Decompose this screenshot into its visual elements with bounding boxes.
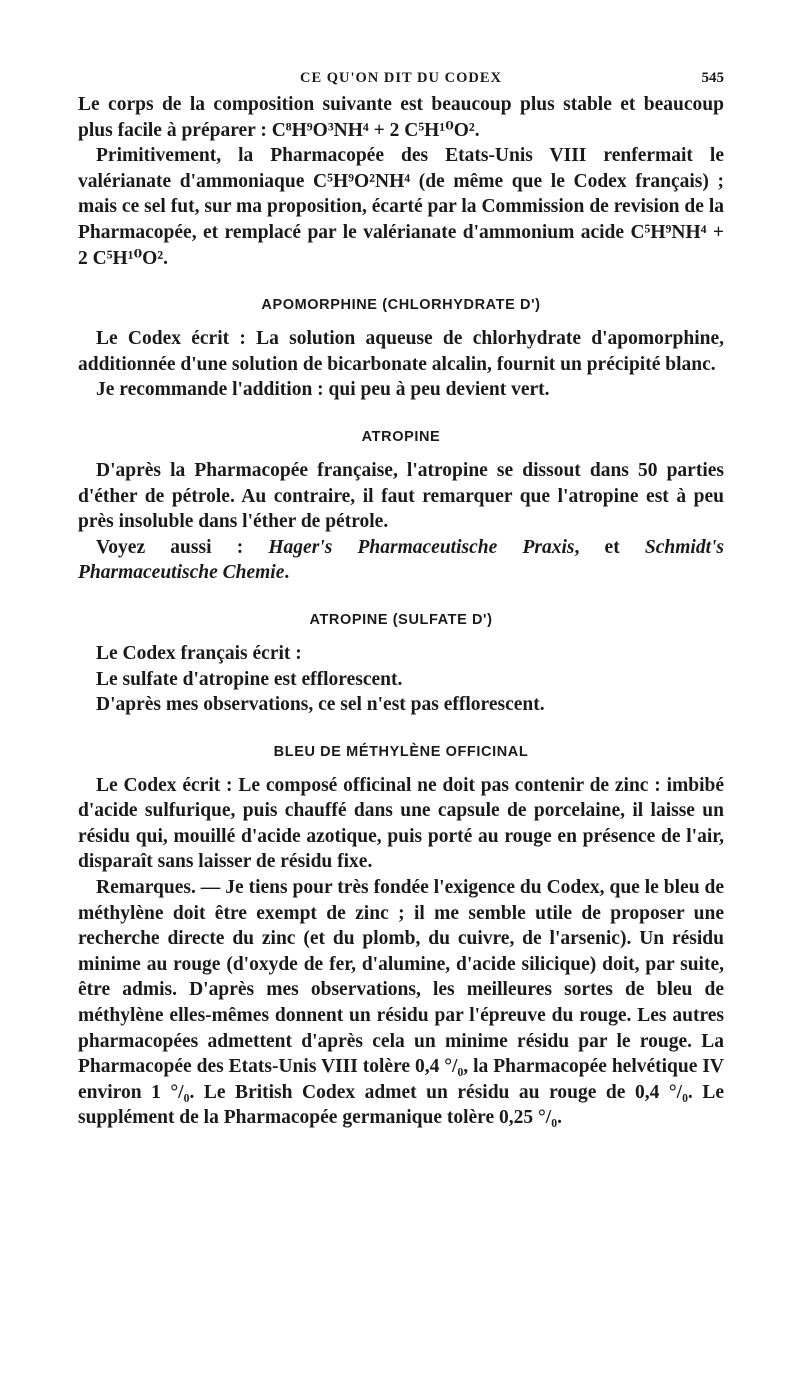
- methylene-blue-remarks: Remarques. — Je tiens pour très fondée l'exigence du Codex, que le bleu de méthylène doit être exempt de zinc ; il me semble utile de proposer une recherche directe du zinc (et du plomb, du cuivre, de l'arsenic). Un résidu minime au rouge (d'oxyde de fer, d'alumine, d'acide silicique) doit, par suite, être admis. D'après mes observations, les meilleures sortes de bleu de méthylène elles-mêmes donnent un résidu par l'épreuve du rouge. Les autres pharmacopées admettent d'après cela un minime résidu par le rouge. La Pharmacopée des Etats-Unis VIII tolère 0,4 °/₀, la Pharmacopée helvétique IV environ 1 °/₀. Le British Codex admet un résidu au rouge de 0,4 °/₀. Le supplément de la Pharmacopée germanique tolère 0,25 °/₀.: [78, 877, 724, 1129]
- document-page: [78, 62, 724, 1131]
- reference-hager: Hager's Pharmaceutische Praxis: [268, 536, 575, 558]
- see-also-prefix: Voyez aussi :: [96, 536, 269, 558]
- see-also-suffix: .: [284, 562, 290, 584]
- running-title: CE QU'ON DIT DU CODEX: [299, 70, 502, 86]
- see-also-separator: , et: [574, 536, 645, 558]
- section-heading-atropine: ATROPINE: [361, 428, 441, 445]
- running-header: [78, 62, 724, 90]
- atropine-sulfate-paragraph-2: Le sulfate d'atropine est efflorescent.: [96, 668, 403, 690]
- apomorphine-paragraph-1: Le Codex écrit : La solution aqueuse de chlorhydrate d'apomorphine, additionnée d'une solution de bicarbonate alcalin, fournit un précipité blanc.: [78, 328, 724, 375]
- methylene-blue-paragraph-1: Le Codex écrit : Le composé officinal ne doit pas contenir de zinc : imbibé d'acide sulfurique, puis chauffé dans une capsule de porcelaine, il laisse un résidu qui, mouillé d'acide azotique, puis porté au rouge en présence de l'air, disparaît sans laisser de résidu fixe.: [78, 774, 724, 873]
- intro-paragraph-1: Le corps de la composition suivante est beaucoup plus stable et beaucoup plus facile à préparer : C⁸H⁹O³NH⁴ + 2 C⁵H¹⁰O².: [78, 94, 724, 141]
- atropine-paragraph-1: D'après la Pharmacopée française, l'atropine se dissout dans 50 parties d'éther de pétrole. Au contraire, il faut remarquer que l'atropine est à peu près insoluble dans l'éther de pétrole.: [78, 459, 724, 533]
- atropine-sulfate-paragraph-3: D'après mes observations, ce sel n'est pas efflorescent.: [96, 694, 545, 716]
- atropine-see-also: [78, 535, 724, 586]
- page-number: 545: [701, 70, 724, 86]
- reference-schmidt: Schmidt's Pharmaceutische Chemie: [78, 536, 724, 584]
- apomorphine-paragraph-2: Je recommande l'addition : qui peu à peu devient vert.: [96, 379, 550, 401]
- atropine-sulfate-paragraph-1: Le Codex français écrit :: [96, 642, 302, 664]
- section-heading-atropine-sulfate: ATROPINE (SULFATE D'): [309, 611, 493, 628]
- section-heading-apomorphine: APOMORPHINE (CHLORHYDRATE D'): [261, 297, 541, 314]
- intro-paragraph-2: Primitivement, la Pharmacopée des Etats-Unis VIII renfermait le valérianate d'ammoniaque C⁵H⁹O²NH⁴ (de même que le Codex français) ; mais ce sel fut, sur ma proposition, écarté par la Commission de revision de la Pharmacopée, et remplacé par le valérianate d'ammonium acide C⁵H⁹NH⁴ + 2 C⁵H¹⁰O².: [78, 145, 724, 269]
- section-heading-methylene-blue: BLEU DE MÉTHYLÈNE OFFICINAL: [273, 743, 529, 760]
